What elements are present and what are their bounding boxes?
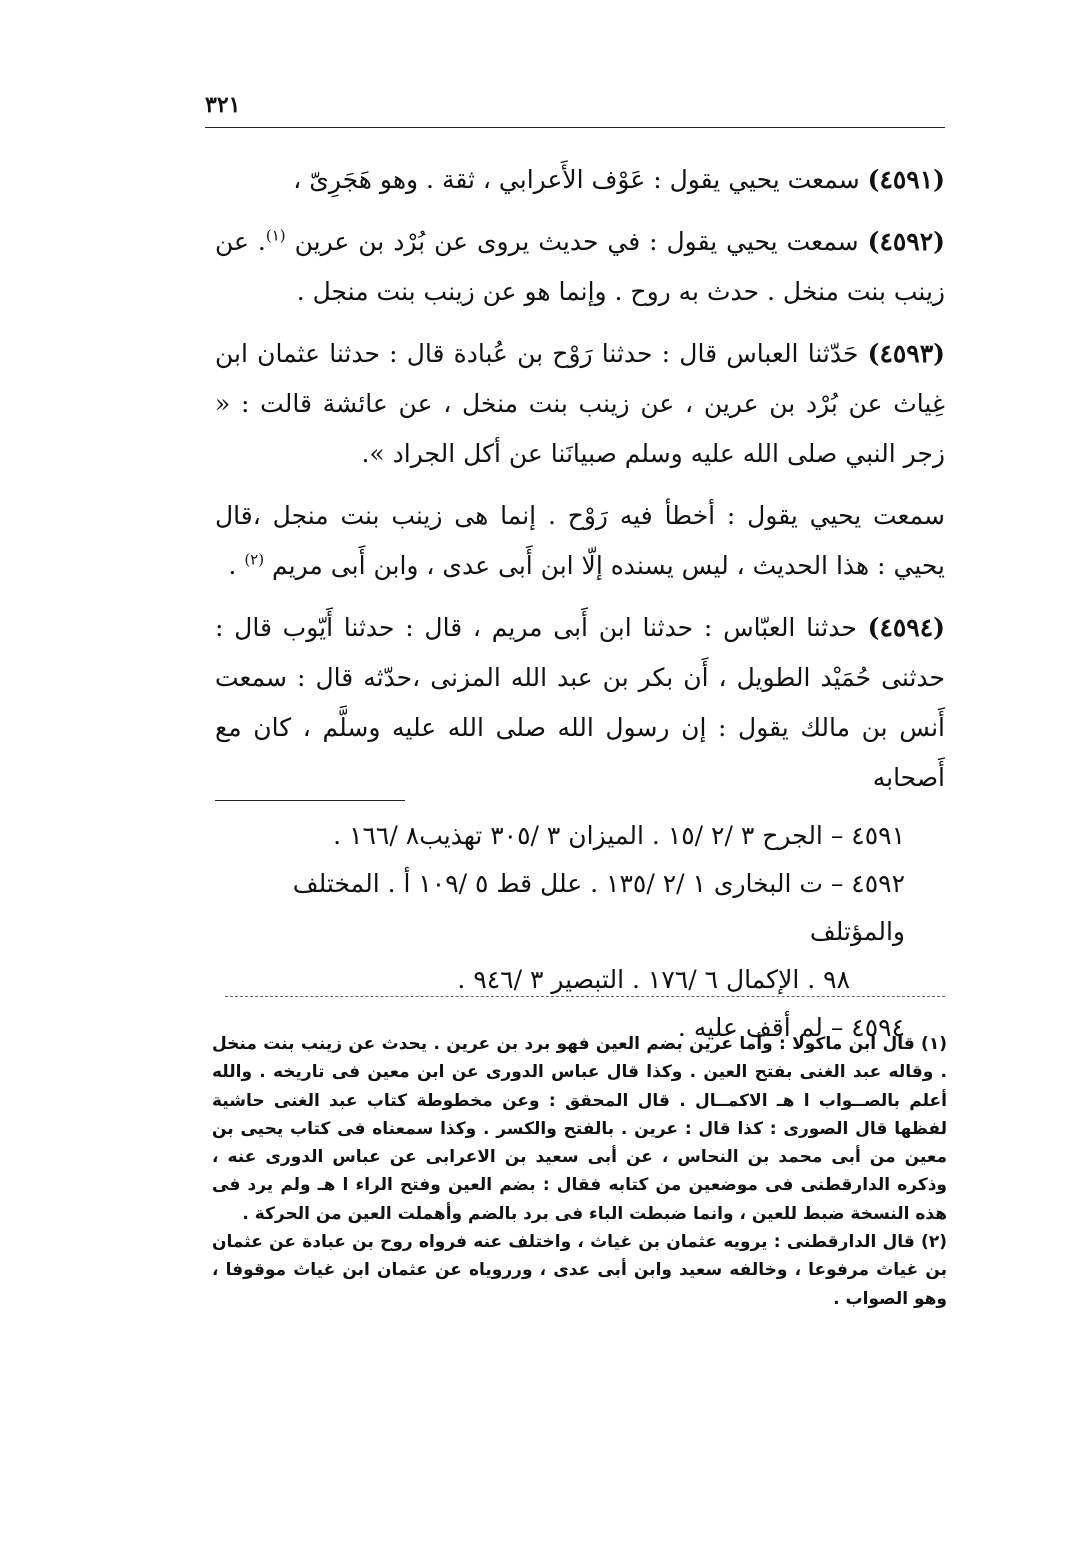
- entry-text-continued: . عن زينب بنت منخل . حدث به روح . وإنما هو عن زينب بنت منجل .: [215, 227, 945, 306]
- paragraph-comment: [215, 491, 945, 591]
- paragraph-4593: [215, 329, 945, 479]
- references-separator: [215, 800, 405, 801]
- entry-number: (٤٥٩٢): [867, 227, 945, 256]
- entry-text: حدثنا العبّاس : حدثنا ابن أَبى مريم ، قال : حدثنا أَيّوب قال : حدثنى حُمَيْد الطويل ، أَن بكر بن عبد الله المزنى ،حدّثه قال : سمعت أَنس بن مالك يقول : إن رسول الله صلى الله عليه وسلَّم ، كان مع أَصحابه: [215, 613, 945, 792]
- page-number: ٣٢١: [205, 92, 241, 118]
- entry-text: سمعت يحيي يقول : في حديث يروى عن بُرْد بن عرين: [294, 227, 859, 256]
- reference-line: ٤٥٩٢ – ت البخارى ١ /٢ /١٣٥ . علل قط ٥ /١٠٩ أ . المختلف والمؤتلف: [292, 869, 905, 946]
- entry-number: (٤٥٩٤): [867, 613, 946, 642]
- footnote-1: (١) قال ابن ماكولا : وأما عرين بضم العين فهو برد بن عرين . يحدث عن زينب بنت منخل . وقاله عبد الغنى بفتح العين . وكذا قال عباس الدورى عن ابن معين فى تاريخه . والله أعلم بالصــواب ا هـ الاكمــال . قال المحقق : وعن مخطوطة كتاب عبد الغنى حاشية لفظها قال الصورى : كذا قال : عرين . بالفتح والكسر . وكذا سمعناه فى كتاب يحيى بن معين من أبى محمد بن النحاس ، عن أبى سعيد بن الاعرابى عن عباس الدورى عنه ، وذكره الدارقطنى فى موضعين من كتابه فقال : بضم العين وفتح الراء ا هـ ولم يرد فى هذه النسخة ضبط للعين ، وانما ضبطت الباء فى برد بالضم وأهملت العين من الحركة .: [212, 1034, 947, 1224]
- entry-number: (٤٥٩٣): [867, 339, 946, 368]
- paragraph-4594: [215, 603, 945, 803]
- footnote-mark: (١): [265, 226, 286, 245]
- footnotes-separator: [225, 996, 945, 997]
- header-rule: [205, 127, 945, 128]
- entry-text: حَدّثنا العباس قال : حدثنا رَوْح بن عُبادة قال : حدثنا عثمان ابن غِياث عن بُرْد بن عرين ، عن زينب بنت منخل ، عن عائشة قالت : « زجر النبي صلى الله عليه وسلم صبيانَنا عن أكل الجراد ».: [215, 339, 945, 468]
- reference-line: ٤٥٩٤ – لم أقف عليه .: [677, 1013, 905, 1042]
- footnote-2: (٢) قال الدارقطنى : يرويه عثمان بن غياث ، واختلف عنه فرواه روح بن عبادة عن عثمان بن غياث مرفوعا ، وخالفه سعيد وابن أبى عدى ، ورروياه عن عثمان ابن غياث موقوفا ، وهو الصواب .: [212, 1232, 947, 1309]
- entry-text: سمعت يحيي يقول : أخطأ فيه رَوْح . إنما هى زينب بنت منجل ،قال يحيي : هذا الحديث ، ليس يسنده إلّا ابن أَبى عدى ، وابن أَبى مريم: [215, 501, 945, 580]
- paragraph-4591: [215, 155, 945, 205]
- references-block: [215, 812, 905, 1052]
- entry-number: (٤٥٩١): [867, 165, 945, 194]
- paragraph-4592: [215, 217, 945, 317]
- reference-line: ٩٨ . الإكمال ٦ /١٧٦ . التبصير ٣ /٩٤٦ .: [457, 965, 850, 994]
- footnotes-block: [212, 1030, 947, 1313]
- entry-text: سمعت يحيي يقول : عَوْف الأَعرابي ، ثقة . وهو هَجَرِىّ ،: [293, 165, 860, 194]
- entry-text-continued: .: [228, 551, 237, 580]
- footnote-mark: (٢): [244, 550, 265, 569]
- main-text: [215, 155, 945, 815]
- reference-line: ٤٥٩١ – الجرح ٣ /٢ /١٥ . الميزان ٣ /٣٠٥ تهذيب٨ /١٦٦ .: [333, 821, 905, 850]
